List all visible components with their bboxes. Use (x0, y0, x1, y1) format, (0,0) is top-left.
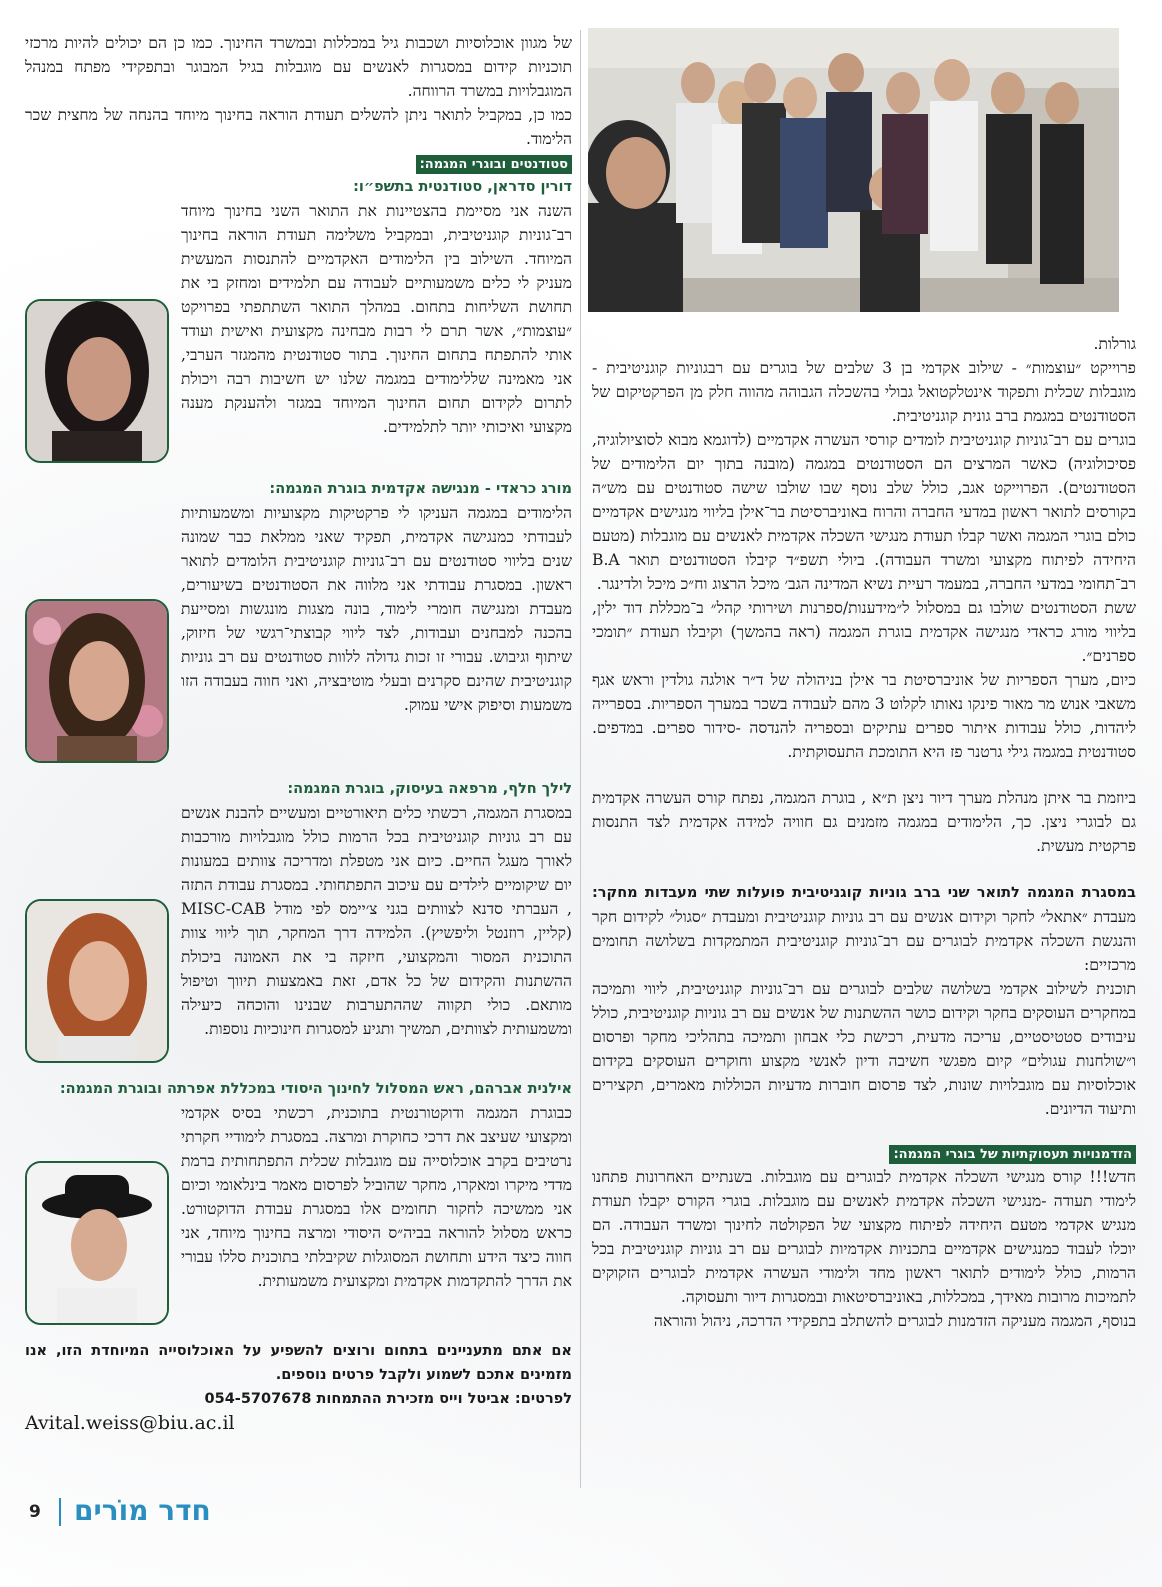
paragraph: של מגוון אוכלוסיות ושכבות גיל במכללות ובמשרד החינוך. כמו כן הם יכולים להיות מרכזי תוכניות קידום במסגרות לאנשים עם מוגבלות בגיל המבוגר ובתפקידי מפתח במנהל המוגבלויות במשרד הרווחה. (25, 34, 572, 100)
research-labs-paragraph (592, 880, 1136, 977)
testimonial-text: במסגרת המגמה, רכשתי כלים תיאורטיים ומעשיים להבנת אנשים עם רב גוניות קוגניטיבית בכל הרמות כולל מוגבלויות מורכבות לאורך מעגל החיים. כיום אני מטפלת ומדריכה צוותים במעונות יום שיקומיים לילדים עם עיכוב התפתחותי. במסגרת עבודת התזה , העברתי סדנא לצוותים בגני צ׳יימס לפי מודל MISC-CAB (קליין, רוזנטל וליפשיץ). הלמידה דרך המחקר, תוך ליווי צוות התוכנית המסור והמקצועי, חיזקה בי את האמונה ביכולת ההשתנות והקידום של כל אדם, זאת באמצעות תיווך וטיפול מותאם. כולי תקווה שההתערבות שבנינו והוכחה כיעילה ומשמעותית לצוותים, תמשיך ותגיע למסגרות חינוכיות נוספות. (181, 804, 572, 1038)
testimonial-author: דורין סדראן, סטודנטית בתשפ״ו: (353, 179, 572, 195)
paragraph: בוגרים עם רב־גוניות קוגניטיבית לומדים קורסי העשרה אקדמיים (לדוגמא מבוא לסוציולוגיה, פסיכולוגיה) כאשר המרצים הם הסטודנטים במגמה (מובנה בתוך יום הלימודים של הסטודנטים). הפרוייקט אגב, כולל שלב נוסף שבו שולבו שישה סטודנטים עם מש״ה בקורסים לתואר ראשון במדעי החברה והרוח באוניברסיטת בר־אילן בליווי מנגישים אקדמיים כולם בוגרי המגמה ואשר קבלו תעודת מנגישי השכלה אקדמית לאנשים עם מוגבלות (מטעם היחידה לפיתוח מקצועי ומשרד העבודה). ביולי תשפ״ד קיבלו הסטודנטים תואר B.A רב־תחומי במדעי החברה, במעמד רעיית נשיא המדינה הגב׳ מיכל הרצוג וח״כ מיכל ולדינגר. (592, 431, 1136, 593)
footer-divider (59, 1498, 61, 1526)
testimonial-text: כבוגרת המגמה ודוקטורנטית בתוכנית, רכשתי בסיס אקדמי ומקצועי שעיצב את דרכי כחוקרת ומרצה. במסגרת לימודיי חקרתי נרטיבים בקרב אוכלוסייה עם מוגבלות שכלית התפתחותית ברמת מדדי מיקרו ומאקרו, מחקר שהוביל לפרסום מאמר בינלאומי וכיום אני ממשיכה לחקור תחומים אלו במסגרת עבודת הדוקטורט. כראש מסלול להוראה בביה״ס היסודי ומרצה בחינוך מיוחד, אני חווה כיצד הידע ותחושת המסוגלות שקיבלתי בתוכנית סללו עבורי את הדרך להתקדמות אקדמית ומקצועית משמעותית. (181, 1104, 572, 1290)
testimonial-author: לילך חלף, מרפאה בעיסוק, בוגרת המגמה: (287, 781, 572, 797)
paragraph: תוכנית לשילוב אקדמי בשלושה שלבים לבוגרים עם רב־גוניות קוגניטיבית, ליווי ותמיכה במחקרים העוסקים בחקר וקידום כושר ההשתנות של אנשים עם רב גוניות קוגניטיבית, כולל עיבודים סטטיסטיים, עריכה מדעית, רכישת כלי אבחון ותמיכה בתהליכי מחקר ופרסום ו״שולחנות עגולים״ קיום מפגשי חשיבה ודיון לאנשי מקצוע וחוקרים העוסקים בקידום אוכלוסיות עם מוגבלויות שונות, לצד פרסום חוברות מדעיות הכוללות מאמרים, תקצירים ותיעוד הדיונים. (592, 980, 1136, 1118)
section-heading-students: סטודנטים ובוגרי המגמה: (416, 155, 572, 174)
right-column (592, 332, 1136, 1333)
contact-details: לפרטים: אביטל וייס מזכירת ההתמחות 054-5707678 (204, 1391, 572, 1407)
testimonial-card (25, 777, 572, 1067)
testimonial-card (25, 1077, 572, 1329)
portrait-photo (25, 899, 169, 1063)
magazine-title: חדר מוֹרים (74, 1494, 211, 1527)
paragraph: כמו כן, במקביל לתואר ניתן להשלים תעודת הוראה בחינוך מיוחד בהנחה של מחצית שכר הלימוד. (25, 106, 572, 148)
section-heading-employment: הזדמנויות תעסוקתיות של בוגרי המגמה: (889, 1145, 1136, 1164)
testimonial-author: אילנית אברהם, ראש המסלול לחינוך היסודי במכללת אפרתה ובוגרת המגמה: (59, 1081, 572, 1097)
group-photo (588, 28, 1119, 312)
testimonial-text: הלימודים במגמה העניקו לי פרקטיקות מקצועיות ומשמעותיות לעבודתי כמנגישה אקדמית, תפקיד שאני ממלאת כבר שמונה שנים בליווי סטודנטים עם רב־גוניות קוגניטיבית הלומדים לתואר ראשון. במסגרת עבודתי אני מלווה את הסטודנטים בשיעורים, מעבדת ומנגישה חומרי לימוד, בונה מצגות מונגשות ומסייעת בהכנה למבחנים ועבודות, לצד ליווי קבוצתי־רגשי של חיזוק, שיתוף וגיבוש. עבורי זו זכות גדולה ללוות סטודנטים עם רב גוניות קוגניטיבית שהינם סקרנים ובעלי מוטיבציה, ואני חווה בעבודה הזו משמעות וסיפוק אישי עמוק. (181, 504, 572, 714)
portrait-photo (25, 599, 169, 763)
testimonial-author: מורג כראדי - מנגישה אקדמית בוגרת המגמה: (269, 481, 572, 497)
portrait-photo (25, 299, 169, 463)
testimonial-card (25, 477, 572, 767)
research-labs-text: מעבדת ״אתאל״ לחקר וקידום אנשים עם רב גוניות קוגניטיבית ומעבדת ״סגול״ לקידום חקר והנגשת השכלה אקדמית לבוגרים עם רב־גוניות קוגניטיבית המתמקדות בשלושה תחומים מרכזיים: (592, 908, 1136, 974)
testimonial-text: השנה אני מסיימת בהצטיינות את התואר השני בחינוך מיוחד רב־גוניות קוגניטיבית, ובמקביל משלימה תעודת הוראה בחינוך המיוחד. השילוב בין הלימודים האקדמיים להתנסות המעשית מעניק לי כלים משמעותיים לעבודה עם תלמידים ומחזק בי את תחושת השליחות בתחום. במהלך התואר השתתפתי בפרויקט ״עוצמות״, אשר תרם לי רבות מבחינה מקצועית ואישית ועודד אותי להתפתח בתחום החינוך. בתור סטודנטית מהמגזר הערבי, אני מאמינה שללימודים במגמה שלנו יש חשיבות רבה ויכולת לתרום לקידום תחום החינוך המיוחד במגזר ולהענקת מענה מקצועי ואיכותי יותר לתלמידים. (181, 202, 572, 436)
paragraph: חדש!!! קורס מנגישי השכלה אקדמית לבוגרים עם מוגבלות. בשנתיים האחרונות פתחנו לימודי תעודה -מנגישי השכלה אקדמית לאנשים עם מוגבלות. בוגרי הקורס יקבלו תעודת מנגיש אקדמי מטעם היחידה לפיתוח מקצועי של הפקולטה לחינוך ומשרד העבודה. הם יוכלו לעבוד כמנגישים אקדמיים בתכניות אקדמיות לבוגרים עם רב גוניות קוגניטיבית בכל הרמות, כולל לימודים לתואר ראשון מחד ולימודי העשרה אקדמית לבוגרים הזקוקים לתמיכות מרובות מאידך, במכללות, באוניברסיטאות ובמסגרות דיור ותעסוקה. (592, 1168, 1136, 1306)
column-divider (580, 30, 581, 1488)
left-column (25, 31, 572, 1435)
contact-email[interactable]: Avital.weiss@biu.ac.il (25, 1412, 235, 1434)
paragraph: כיום, מערך הספריות של אוניברסיטת בר אילן בניהולה של ד״ר אולגה גולדין וראש אגף משאבי אנוש מר מאור פינקו נאותו לקלוט 3 מהם לעבודה בשכר במערך הספריות. בספרייה ליהדות, כולל עבודות איתור ספרים עתיקים ובספריה להנדסה -סידור ספרים. במדפים. סטודנטית במגמה גילי גרטנר פז היא התומכת התעסוקתית. (592, 671, 1136, 761)
research-labs-heading: במסגרת המגמה לתואר שני ברב גוניות קוגניטיבית פועלות שתי מעבדות מחקר: (592, 885, 1136, 901)
page-number: 9 (29, 1502, 41, 1522)
testimonial-card (25, 175, 572, 467)
paragraph: פרוייקט ״עוצמות״ - שילוב אקדמי בן 3 שלבים של בוגרים עם רבגוניות קוגניטיבית - מוגבלות שכלית ותפקוד אינטלקטואל גבולי בהשכלה הגבוהה מהווה חלק מן הפרקטיקום של הסטודנטים במגמת ברב גונית קוגניטיבית. (592, 359, 1136, 425)
call-to-action: אם אתם מתעניינים בתחום ורוצים להשפיע על האוכלוסייה המיוחדת הזו, אנו מזמינים אתכם לשמוע ולקבל פרטים נוספים. (25, 1343, 572, 1383)
paragraph: ששת הסטודנטים שולבו גם במסלול ל״מידענות/ספרנות ושירותי קהל״ ב־מכללת דוד ילין, בליווי מורג כראדי מנגישה אקדמית בוגרת המגמה (ראה בהמשך) וקיבלו תעודת ״תומכי ספרנים״. (592, 599, 1136, 665)
paragraph: ביוזמת בר איתן מנהלת מערך דיור ניצן ת״א , בוגרת המגמה, נפתח קורס העשרה אקדמית גם לבוגרי ניצן. כך, הלימודים במגמה מזמנים גם חוויה למידה אקדמית לצד התנסות פרקטית מעשית. (592, 789, 1136, 855)
portrait-photo (25, 1161, 169, 1325)
paragraph: גורלות. (1093, 335, 1136, 353)
paragraph: בנוסף, המגמה מעניקה הזדמנות לבוגרים להשתלב בתפקידי הדרכה, ניהול והוראה (653, 1312, 1136, 1330)
